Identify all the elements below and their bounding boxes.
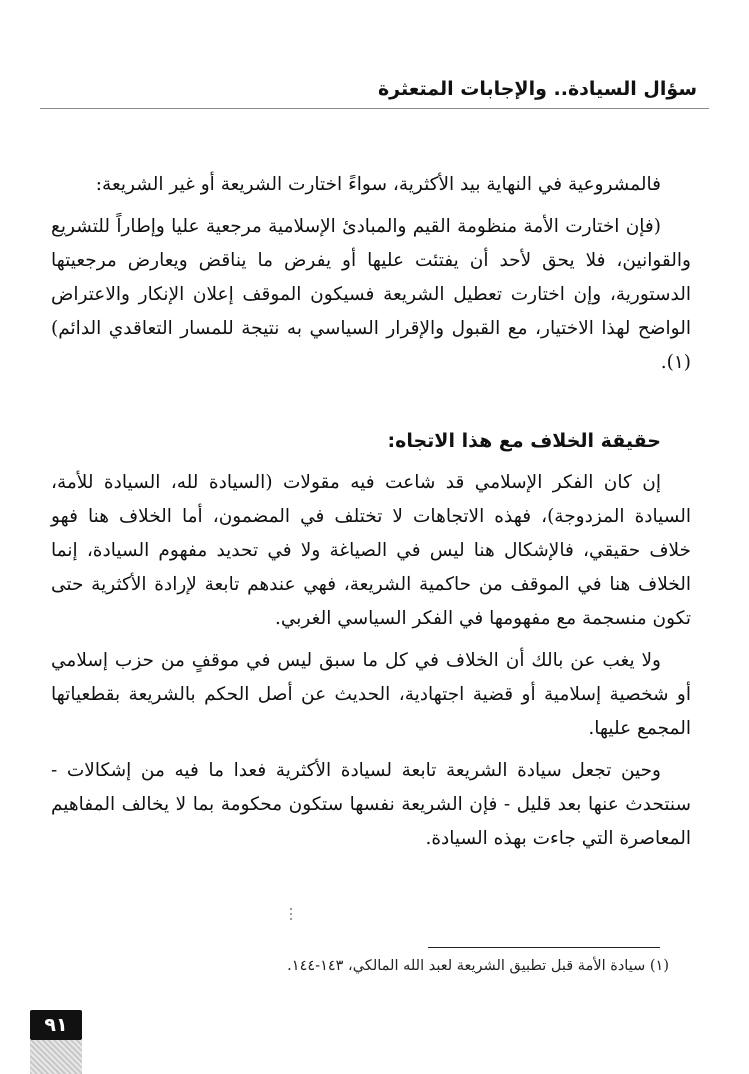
header-rule [40,108,709,109]
paragraph-quote: (فإن اختارت الأمة منظومة القيم والمبادئ الإسلامية مرجعية عليا وإطاراً للتشريع والقوانين، فلا يحق لأحد أن يفتئت عليها أو يفرض ما يناقض ويعارض مرجعيتها الدستورية، وإن اختارت تعطيل الشريعة فسيكون الموقف إعلان الإنكار والاعتراض الواضح لهذا الاختيار، مع القبول والإقرار السياسي به نتيجة للمسار التعاقدي الدائم)(١). [51,216,691,373]
paragraph-intro: فالمشروعية في النهاية بيد الأكثرية، سواءً اختارت الشريعة أو غير الشريعة: [95,174,661,195]
paragraph-1: إن كان الفكر الإسلامي قد شاعت فيه مقولات (السيادة لله، السيادة للأمة، السيادة المزدوجة)، فهذه الاتجاهات لا تختلف في المضمون، أما الخلاف هنا فهو خلاف حقيقي، فالإشكال هنا ليس في الصياغة ولا في تحديد مفهوم السيادة، إنما الخلاف هنا في الموقف من حاكمية الشريعة، فهي عندهم تابعة لإرادة الأكثرية حتى تكون منسجمة مع مفهومها في الفكر السياسي الغربي. [51,472,691,629]
body-bottom [51,466,691,856]
print-speck [290,908,292,920]
paragraph-3: وحين تجعل سيادة الشريعة تابعة لسيادة الأكثرية فعدا ما فيه من إشكالات - سنتحدث عنها بعد قليل - فإن الشريعة نفسها ستكون محكومة بما لا يخالف المفاهيم المعاصرة التي جاءت بهذه السيادة. [51,760,691,849]
section-heading: حقيقة الخلاف مع هذا الاتجاه: [387,430,661,452]
footnote-rule [428,947,660,948]
page-edge-tab [30,1040,82,1074]
footnote: (١) سيادة الأمة قبل تطبيق الشريعة لعبد الله المالكي، ١٤٣-١٤٤. [287,958,669,974]
page-number: ٩١ [30,1010,82,1040]
body-top [51,168,691,380]
paragraph-2: ولا يغب عن بالك أن الخلاف في كل ما سبق ليس في موقفٍ من حزب إسلامي أو شخصية إسلامية أو قضية اجتهادية، الحديث عن أصل الحكم بالشريعة بقطعياتها المجمع عليها. [51,650,691,739]
running-head: سؤال السيادة.. والإجابات المتعثرة [377,78,697,100]
